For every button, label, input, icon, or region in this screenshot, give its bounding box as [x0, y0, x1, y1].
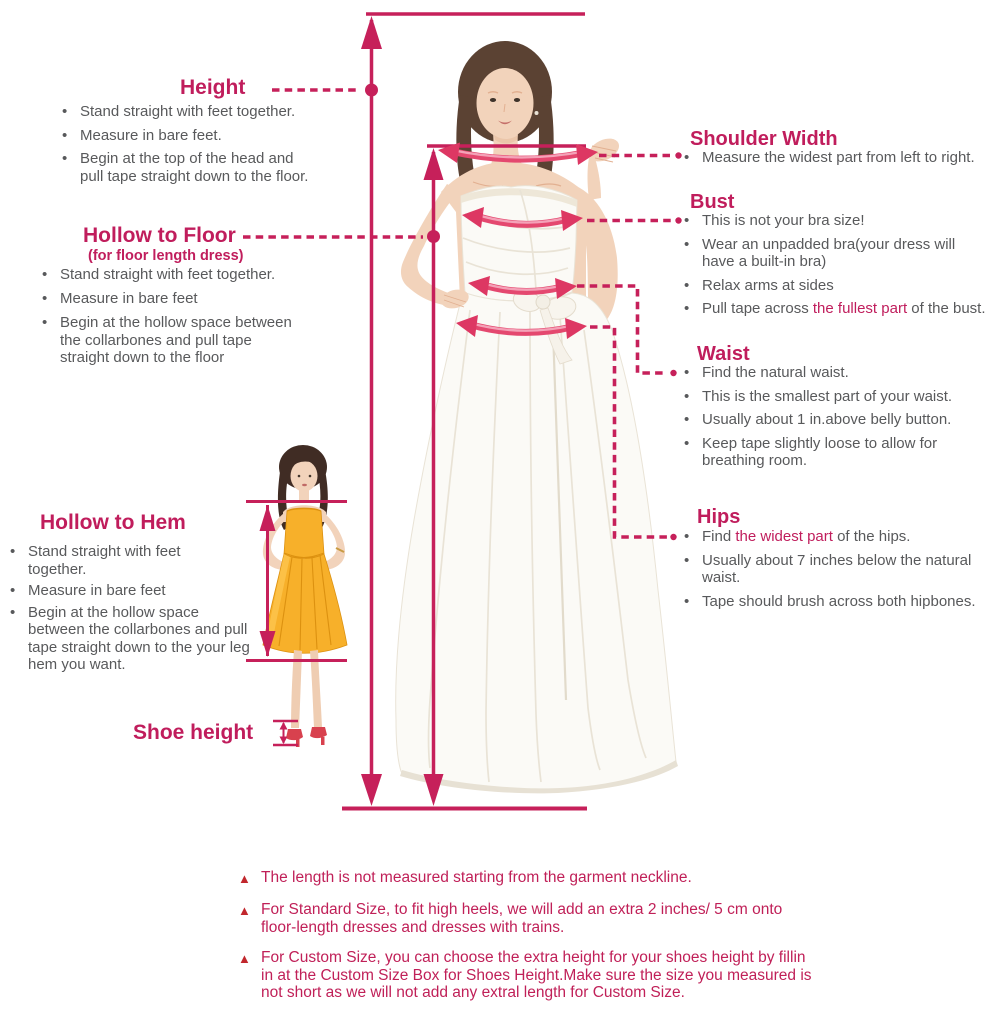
- shoe-height-section-title: Shoe height: [133, 721, 254, 744]
- list-item: • Usually about 7 inches below the natural waist.: [684, 552, 999, 587]
- shoulder-leader-dash: [599, 152, 682, 158]
- note-item: ▲ For Custom Size, you can choose the extra height for your shoes height by fillin in at the Custom Size Box for Shoes Height.Make sure the size you measured is not short as we will not add any extral length for Custom Size.: [238, 949, 812, 1001]
- list-item: • Tape should brush across both hipbones.: [684, 593, 999, 611]
- list-item: • Measure in bare feet: [42, 290, 362, 308]
- bullet-dot-icon: [684, 552, 694, 587]
- waist-leader-dash: [577, 286, 677, 376]
- bullet-dot-icon: [62, 150, 72, 185]
- list-item: • Find the widest part of the hips.: [684, 528, 999, 546]
- list-item: • This is the smallest part of your waist.: [684, 388, 999, 406]
- shoulder-width-section-title: Shoulder Width: [690, 128, 838, 150]
- highlighted-phrase: the fullest part: [812, 300, 908, 317]
- bullet-dot-icon: [684, 593, 694, 611]
- list-item: • Pull tape across the fullest part of the bust.: [684, 300, 999, 318]
- hollow-to-floor-instructions: [42, 266, 362, 373]
- list-item: • Measure in bare feet.: [62, 127, 362, 145]
- bullet-dot-icon: [684, 212, 694, 230]
- note-item: ▲ For Standard Size, to fit high heels, we will add an extra 2 inches/ 5 cm onto floor-length dresses and dresses with trains.: [238, 901, 783, 936]
- bullet-dot-icon: [42, 266, 52, 284]
- height-anchor-dot: [365, 84, 378, 97]
- waist-arrow: [468, 276, 577, 299]
- list-item: • Measure in bare feet: [10, 582, 275, 600]
- list-item: • Find the natural waist.: [684, 364, 999, 382]
- warning-triangle-icon: ▲: [238, 903, 251, 918]
- shoe-height-measure-line: [273, 721, 298, 745]
- list-item: • Wear an unpadded bra(your dress will have a built-in bra): [684, 236, 999, 271]
- bust-instructions: [684, 212, 999, 324]
- bullet-dot-icon: [62, 103, 72, 121]
- shoulder-width-instructions: [684, 149, 994, 173]
- list-item: • Begin at the hollow space between the collarbones and pull tape straight down to the floor: [42, 314, 362, 367]
- bust-arrow: [462, 207, 583, 231]
- height-section-title: Height: [180, 76, 246, 99]
- bust-section-title: Bust: [690, 191, 735, 213]
- bullet-dot-icon: [10, 604, 20, 674]
- waist-instructions: [684, 364, 999, 476]
- bullet-dot-icon: [10, 543, 20, 578]
- bullet-dot-icon: [684, 277, 694, 295]
- list-item: • Begin at the top of the head and pull tape straight down to the floor.: [62, 150, 362, 185]
- bullet-dot-icon: [684, 388, 694, 406]
- bullet-dot-icon: [10, 582, 20, 600]
- bullet-dot-icon: [684, 149, 694, 167]
- hips-instructions: [684, 528, 999, 616]
- list-item: • Relax arms at sides: [684, 277, 999, 295]
- bullet-dot-icon: [684, 364, 694, 382]
- bust-leader-dash: [587, 217, 682, 223]
- height-measure-line: [361, 14, 585, 806]
- waist-section-title: Waist: [697, 343, 750, 365]
- hollow-to-floor-subtitle: (for floor length dress): [88, 248, 244, 264]
- note-item: ▲ The length is not measured starting from the garment neckline.: [238, 869, 692, 886]
- bullet-dot-icon: [42, 314, 52, 367]
- list-item: • This is not your bra size!: [684, 212, 999, 230]
- warning-triangle-icon: ▲: [238, 871, 251, 886]
- hollow-to-hem-instructions: [10, 543, 275, 680]
- list-item: • Stand straight with feet together.: [62, 103, 362, 121]
- list-item: • Usually about 1 in.above belly button.: [684, 411, 999, 429]
- height-instructions: [62, 103, 362, 191]
- list-item: • Measure the widest part from left to right.: [684, 149, 994, 167]
- hollow-to-floor-section-title: Hollow to Floor: [83, 224, 236, 247]
- bullet-dot-icon: [62, 127, 72, 145]
- warning-triangle-icon: ▲: [238, 951, 251, 966]
- hollow-to-hem-section-title: Hollow to Hem: [40, 511, 186, 534]
- hips-arrow: [456, 315, 587, 339]
- list-item: • Stand straight with feet together.: [10, 543, 275, 578]
- bullet-dot-icon: [684, 236, 694, 271]
- highlighted-phrase: the widest part: [735, 528, 833, 545]
- list-item: • Keep tape slightly loose to allow for breathing room.: [684, 435, 999, 470]
- hollow-anchor-dot: [427, 230, 440, 243]
- bullet-dot-icon: [684, 300, 694, 318]
- footer-notes: [238, 869, 968, 1015]
- hips-leader-dash: [590, 327, 677, 540]
- hollow-to-floor-measure-line: [424, 146, 587, 806]
- bullet-dot-icon: [684, 411, 694, 429]
- list-item: • Begin at the hollow space between the collarbones and pull tape straight down to the your leg hem you want.: [10, 604, 275, 674]
- list-item: • Stand straight with feet together.: [42, 266, 362, 284]
- bullet-dot-icon: [42, 290, 52, 308]
- hips-section-title: Hips: [697, 506, 741, 528]
- bullet-dot-icon: [684, 528, 694, 546]
- bullet-dot-icon: [684, 435, 694, 470]
